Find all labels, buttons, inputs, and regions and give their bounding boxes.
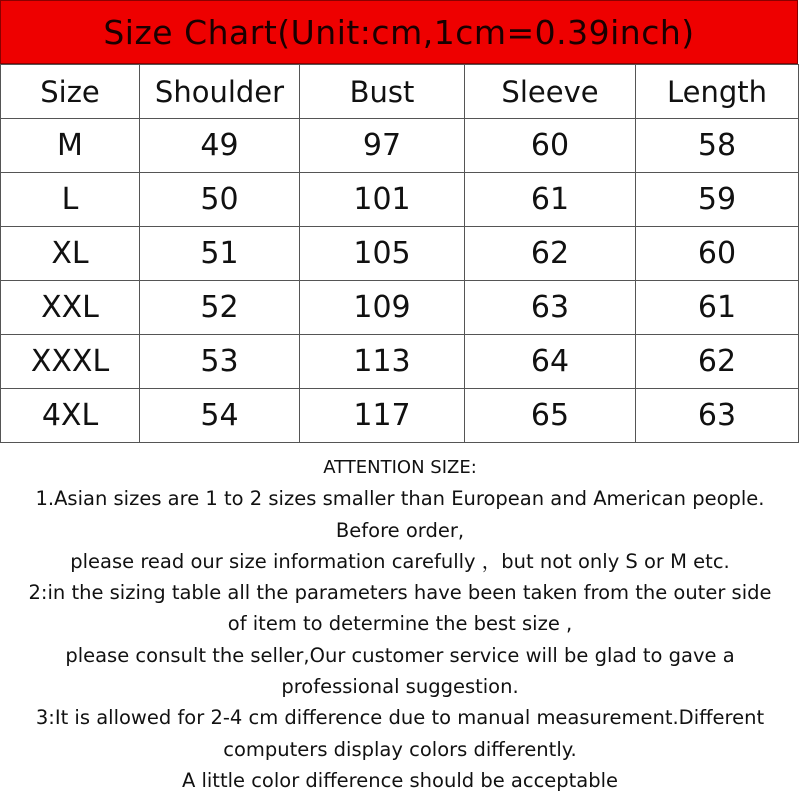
header-shoulder: Shoulder <box>140 65 300 119</box>
cell-bust: 97 <box>300 119 465 173</box>
table-row <box>1 335 799 389</box>
table-row <box>1 119 799 173</box>
note-line: Before order, <box>335 518 465 542</box>
cell-shoulder: 51 <box>140 227 300 281</box>
cell-size: XL <box>1 227 140 281</box>
cell-shoulder: 49 <box>140 119 300 173</box>
attention-notes <box>0 452 800 796</box>
table-row <box>1 281 799 335</box>
cell-size: L <box>1 173 140 227</box>
cell-shoulder: 50 <box>140 173 300 227</box>
cell-size: XXXL <box>1 335 140 389</box>
cell-shoulder: 52 <box>140 281 300 335</box>
cell-length: 63 <box>636 389 799 443</box>
notes-heading: ATTENTION SIZE: <box>323 457 477 478</box>
cell-bust: 109 <box>300 281 465 335</box>
header-length: Length <box>636 65 799 119</box>
table-row <box>1 227 799 281</box>
cell-sleeve: 62 <box>465 227 636 281</box>
header-size: Size <box>1 65 140 119</box>
cell-shoulder: 54 <box>140 389 300 443</box>
note-line: professional suggestion. <box>281 675 519 699</box>
cell-bust: 101 <box>300 173 465 227</box>
cell-sleeve: 61 <box>465 173 636 227</box>
table-row <box>1 173 799 227</box>
cell-bust: 117 <box>300 389 465 443</box>
cell-length: 59 <box>636 173 799 227</box>
chart-title: Size Chart(Unit:cm,1cm=0.39inch) <box>103 12 695 52</box>
cell-length: 62 <box>636 335 799 389</box>
cell-length: 58 <box>636 119 799 173</box>
table-header-row <box>1 65 799 119</box>
note-line: please read our size information carefully ，but not only S or M etc. <box>70 549 730 573</box>
cell-bust: 105 <box>300 227 465 281</box>
table-row <box>1 389 799 443</box>
cell-size: M <box>1 119 140 173</box>
note-line: A little color difference should be acceptable <box>181 768 619 792</box>
cell-shoulder: 53 <box>140 335 300 389</box>
title-bar <box>0 0 798 64</box>
header-bust: Bust <box>300 65 465 119</box>
header-sleeve: Sleeve <box>465 65 636 119</box>
note-line: please consult the seller,Our customer service will be glad to gave a <box>65 643 735 667</box>
note-line: 2:in the sizing table all the parameters have been taken from the outer side <box>28 581 772 605</box>
size-table <box>0 64 799 443</box>
cell-size: XXL <box>1 281 140 335</box>
cell-size: 4XL <box>1 389 140 443</box>
cell-sleeve: 63 <box>465 281 636 335</box>
note-line: 3:It is allowed for 2-4 cm difference due to manual measurement.Different <box>35 706 765 730</box>
note-line: of item to determine the best size , <box>227 612 573 636</box>
cell-sleeve: 64 <box>465 335 636 389</box>
cell-length: 60 <box>636 227 799 281</box>
cell-bust: 113 <box>300 335 465 389</box>
cell-length: 61 <box>636 281 799 335</box>
note-line: computers display colors differently. <box>223 737 577 761</box>
note-line: 1.Asian sizes are 1 to 2 sizes smaller than European and American people. <box>35 487 765 511</box>
cell-sleeve: 60 <box>465 119 636 173</box>
cell-sleeve: 65 <box>465 389 636 443</box>
